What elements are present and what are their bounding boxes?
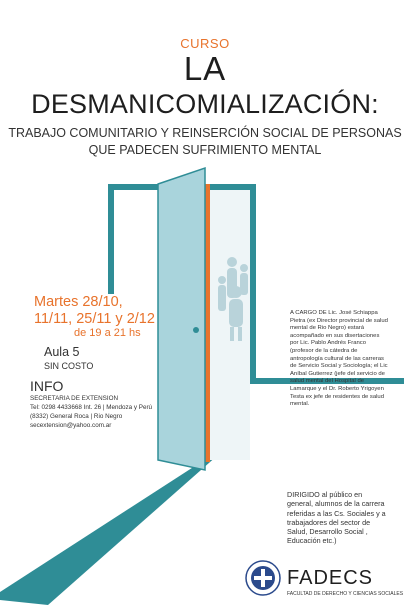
date-line-1: Martes 28/10, — [34, 294, 123, 310]
room: Aula 5 — [44, 345, 80, 359]
title-line-1: LA — [183, 50, 227, 87]
subtitle-line-2: QUE PADECEN SUFRIMIENTO MENTAL — [88, 143, 322, 157]
door-panel — [158, 168, 205, 470]
info-line-3: (8332) General Roca | Rio Negro — [30, 413, 123, 420]
brand-subtitle: FACULTAD DE DERECHO Y CIENCIAS SOCIALES — [287, 591, 404, 597]
brand-name: FADECS — [287, 567, 374, 589]
left-wall — [108, 184, 114, 294]
door-frame-top — [208, 184, 256, 190]
seal-icon — [245, 560, 281, 596]
audience-text: DIRIGIDO al público en general, alumnos de la carrera referidas a las Cs. Sociales y a trabajadores del sector de Salud, Desarrollo Social , Educación etc.) — [287, 490, 386, 546]
date-line-2: 11/11, 25/11 y 2/12 — [34, 311, 155, 327]
door-knob — [193, 327, 199, 333]
cost: SIN COSTO — [44, 361, 94, 371]
info-line-2: Tel: 0298 4433668 Int. 26 | Mendoza y Perú — [30, 404, 153, 411]
lecturers-text: A CARGO DE Lic. José Schiappa Pietra (ex Director provincial de salud mental de Rio Negro) estará acompañado en sus disertaciones por Lic. Pablo Andrés Franco (profesor de la cátedra de antropología cultural de las carreras de Servicio Social y Sociología; el Lic Aníbal Gutierrez (jefe del servicio de salud mental del Hospital de Lamarque y el Dr. Roberto Yrigoyen Testa ex jefe de residentes de salud mental. — [290, 310, 388, 408]
floor-path — [0, 455, 218, 605]
title-line-2: DESMANICOMIALIZACIÓN: — [31, 89, 379, 119]
hours: de 19 a 21 hs — [74, 327, 141, 339]
info-heading: INFO — [30, 378, 64, 394]
info-line-1: SECRETARIA DE EXTENSION — [30, 395, 119, 402]
subtitle-line-1: TRABAJO COMUNITARIO Y REINSERCIÓN SOCIAL DE PERSONAS — [8, 126, 402, 140]
right-wall-line — [250, 190, 256, 384]
kicker: CURSO — [180, 36, 230, 51]
info-line-4: secextension@yahoo.com.ar — [30, 422, 112, 429]
